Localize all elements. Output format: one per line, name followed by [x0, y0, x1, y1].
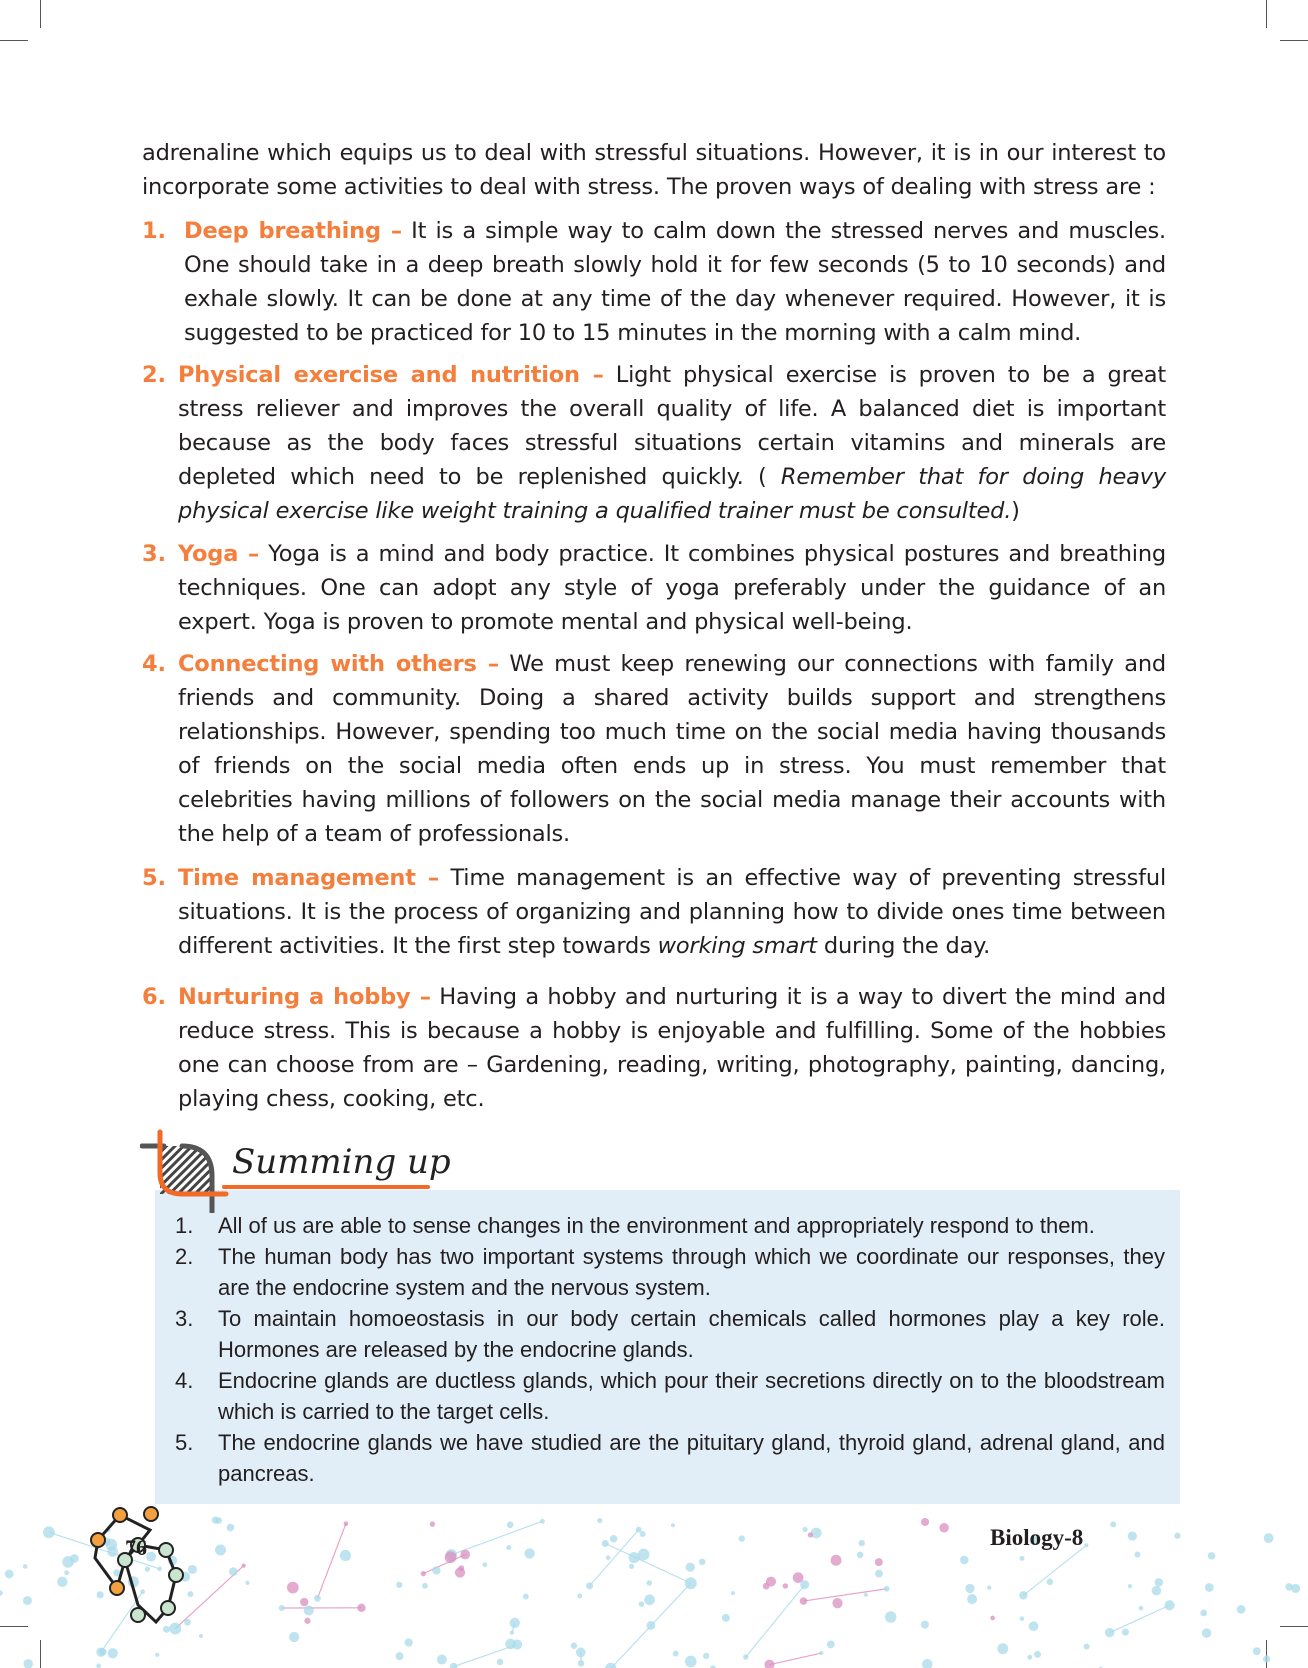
- molecule-atom: [1174, 1533, 1180, 1539]
- list-item: [142, 358, 1166, 528]
- molecule-atom: [0, 1590, 3, 1595]
- molecule-atom: [686, 1563, 695, 1572]
- molecule-atom: [155, 1653, 159, 1657]
- molecule-atom: [646, 1621, 655, 1630]
- page-number: 76: [125, 1535, 147, 1560]
- molecule-atom: [990, 1616, 995, 1621]
- molecule-atom: [831, 1555, 842, 1566]
- molecule-atom: [524, 1548, 534, 1558]
- crop-mark: [1280, 40, 1308, 41]
- molecule-atom: [23, 1596, 32, 1605]
- molecule-atom: [445, 1551, 457, 1563]
- molecule-atom: [108, 1648, 118, 1658]
- molecule-atom: [395, 1652, 403, 1660]
- molecule-atom: [885, 1611, 896, 1622]
- molecule-atom: [70, 1554, 79, 1563]
- molecule-atom: [671, 1523, 675, 1527]
- molecule-atom: [1205, 1583, 1214, 1592]
- molecule-atom: [606, 1555, 611, 1560]
- molecule-atom: [523, 1594, 529, 1600]
- molecule-atom: [722, 1614, 730, 1622]
- item-italic: Remember that for doing heavy physical exercise like weight training a qualified trainer must be consulted.: [178, 464, 1166, 524]
- item-text-after: during the day.: [816, 933, 991, 959]
- molecule-atom: [1122, 1629, 1129, 1636]
- crop-mark: [1266, 0, 1267, 28]
- molecule-atom: [864, 1593, 868, 1597]
- molecule-atom: [921, 1518, 929, 1526]
- summary-item: [175, 1365, 1165, 1427]
- molecule-atom: [43, 1526, 55, 1538]
- molecule-atom: [450, 1663, 458, 1668]
- molecule-atom: [404, 1638, 412, 1646]
- item-number: 1.: [142, 218, 166, 244]
- item-text: Light physical exercise is proven to be a great stress reliever and improves the overall quality of life. A balanced diet is important because as the body faces stressful situations certain vitamins and minerals are depleted which need to be replenished quickly. (: [178, 362, 1166, 490]
- title-underline: [222, 1185, 430, 1189]
- molecule-atom: [1237, 1605, 1246, 1614]
- molecule-atom: [763, 1583, 770, 1590]
- book-title: Biology-8: [990, 1525, 1084, 1550]
- molecule-atom: [242, 1564, 246, 1568]
- molecule-atom: [1110, 1521, 1116, 1527]
- hexagon-molecule-icon: [80, 1500, 240, 1630]
- molecule-atom: [1084, 1543, 1088, 1547]
- molecule-atom: [875, 1570, 883, 1578]
- molecule-atom: [577, 1594, 582, 1599]
- molecule-atom: [96, 1664, 101, 1668]
- molecule-atom: [997, 1643, 1008, 1654]
- summary-text: All of us are able to sense changes in the environment and appropriately respond to them.: [218, 1213, 1095, 1238]
- molecule-atom: [1128, 1531, 1137, 1540]
- molecule-atom: [1264, 1533, 1274, 1543]
- molecule-atom: [647, 1580, 653, 1586]
- molecule-atom: [540, 1519, 545, 1524]
- item-title: Yoga –: [178, 541, 260, 567]
- item-text: Having a hobby and nurturing it is a way to divert the mind and reduce stress. This is because a hobby is enjoyable and fulfilling. Some of the hobbies one can choose from are – Gardening, reading, writing, photography, painting, dancing, playing chess, cooking, etc.: [178, 984, 1166, 1112]
- molecule-atom: [289, 1632, 299, 1642]
- summary-text: Endocrine glands are ductless glands, which pour their secretions directly on to the bloodstream which is carried to the target cells.: [218, 1368, 1165, 1424]
- molecule-atom: [685, 1577, 697, 1589]
- molecule-atom: [1253, 1647, 1261, 1655]
- summary-number: 4.: [175, 1368, 194, 1393]
- molecule-atom: [506, 1545, 511, 1550]
- molecule-atom: [576, 1648, 586, 1658]
- item-title: Connecting with others –: [178, 651, 499, 677]
- molecule-atom: [1128, 1584, 1132, 1588]
- molecule-atom: [800, 1580, 809, 1589]
- molecule-bond: [746, 1585, 805, 1657]
- summary-number: 2.: [175, 1244, 194, 1269]
- summary-item: [175, 1210, 1165, 1241]
- molecule-atom: [1164, 1600, 1174, 1610]
- molecule-atom: [57, 1577, 67, 1587]
- molecule-atom: [922, 1659, 933, 1668]
- molecule-atom: [64, 1570, 69, 1575]
- item-text: It is a simple way to calm down the stressed nerves and muscles. One should take in a deep breath slowly hold it for few seconds (5 to 10 seconds) and exhale slowly. It can be done at any time of the day whenever required. However, it is suggested to be practiced for 10 to 15 minutes in the morning with a calm mind.: [184, 218, 1166, 346]
- molecule-atom: [300, 1598, 308, 1606]
- molecule-atom: [685, 1656, 697, 1668]
- summary-number: 3.: [175, 1306, 194, 1331]
- molecule-atom: [460, 1550, 470, 1560]
- molecule-atom: [739, 1535, 745, 1541]
- molecule-atom: [783, 1583, 788, 1588]
- item-italic: working smart: [657, 933, 817, 959]
- crop-mark: [40, 0, 41, 28]
- molecule-atom: [505, 1639, 515, 1649]
- molecule-atom: [602, 1540, 609, 1547]
- molecule-atom: [764, 1660, 774, 1668]
- molecule-atom: [965, 1584, 974, 1593]
- molecule-atom: [819, 1651, 823, 1655]
- item-number: 6.: [142, 984, 166, 1010]
- molecule-atom: [967, 1594, 977, 1604]
- molecule-atom: [1155, 1578, 1164, 1587]
- molecule-atom: [1105, 1628, 1114, 1637]
- molecule-atom: [497, 1659, 504, 1666]
- molecule-atom: [344, 1521, 349, 1526]
- molecule-atom: [357, 1604, 365, 1612]
- molecule-atom: [939, 1523, 949, 1533]
- molecule-atom: [314, 1595, 321, 1602]
- molecule-atom: [875, 1558, 883, 1566]
- list-item: [142, 980, 1166, 1116]
- summary-item: [175, 1241, 1165, 1303]
- molecule-atom: [279, 1605, 285, 1611]
- molecule-atom: [731, 1591, 735, 1595]
- molecule-atom: [1152, 1586, 1162, 1596]
- item-text: Yoga is a mind and body practice. It combines physical postures and breathing techniques. One can adopt any style of yoga preferably under the guidance of an expert. Yoga is proven to promote mental and physical well-being.: [178, 541, 1166, 635]
- molecule-atom: [884, 1586, 890, 1592]
- molecule-atom: [1034, 1651, 1041, 1658]
- molecule-atom: [1291, 1584, 1300, 1593]
- molecule-atom: [1084, 1643, 1090, 1649]
- molecule-atom: [1200, 1610, 1207, 1617]
- molecule-atom: [597, 1518, 602, 1523]
- molecule-atom: [510, 1618, 520, 1628]
- molecule-atom: [396, 1582, 402, 1588]
- molecule-atom: [1208, 1552, 1215, 1559]
- intro-paragraph: adrenaline which equips us to deal with stressful situations. However, it is in our interest to incorporate some activities to deal with stress. The proven ways of dealing with stress are :: [142, 140, 1166, 200]
- molecule-atom: [23, 1564, 28, 1569]
- molecule-atom: [610, 1535, 618, 1543]
- molecule-atom: [832, 1598, 842, 1608]
- item-number: 2.: [142, 362, 166, 388]
- molecule-atom: [1263, 1655, 1270, 1662]
- molecule-atom: [857, 1552, 864, 1559]
- item-number: 3.: [142, 541, 166, 567]
- molecule-atom: [827, 1641, 835, 1649]
- item-number: 4.: [142, 651, 166, 677]
- item-title: Nurturing a hobby –: [178, 984, 431, 1010]
- molecule-atom: [638, 1549, 650, 1561]
- molecule-atom: [304, 1618, 310, 1624]
- molecule-atom: [629, 1564, 634, 1569]
- molecule-bond: [769, 1653, 821, 1665]
- molecule-atom: [430, 1521, 435, 1526]
- molecule-atom: [808, 1532, 813, 1537]
- molecule-atom: [800, 1597, 808, 1605]
- molecule-atom: [421, 1571, 426, 1576]
- summing-up-icon: [140, 1128, 230, 1213]
- molecule-atom: [507, 1521, 514, 1528]
- molecule-atom: [422, 1583, 428, 1589]
- molecule-atom: [673, 1651, 679, 1657]
- molecule-atom: [245, 1581, 249, 1585]
- molecule-atom: [287, 1582, 299, 1594]
- summing-up-title: Summing up: [232, 1142, 451, 1182]
- molecule-atom: [743, 1654, 748, 1659]
- molecule-atom: [960, 1556, 969, 1565]
- molecule-atom: [1047, 1579, 1054, 1586]
- molecule-bond: [605, 1543, 691, 1583]
- molecule-atom: [1027, 1655, 1032, 1660]
- molecule-atom: [921, 1621, 929, 1629]
- molecule-bond: [317, 1524, 345, 1599]
- molecule-atom: [510, 1630, 514, 1634]
- molecule-bond: [1023, 1545, 1086, 1595]
- molecule-atom: [703, 1653, 709, 1659]
- molecule-atom: [458, 1565, 464, 1571]
- summary-number: 1.: [175, 1213, 194, 1238]
- molecule-atom: [644, 1595, 655, 1606]
- summary-item: [175, 1427, 1165, 1489]
- molecule-atom: [340, 1550, 351, 1561]
- item-text: We must keep renewing our connections with family and friends and community. Doing a shared activity builds support and strengthens relationships. However, spending too much time on the social media having thousands of friends on the social media often ends up in stress. You must remember that celebrities having millions of followers on the social media manage their accounts with the help of a team of professionals.: [178, 651, 1166, 847]
- molecule-atom: [699, 1559, 705, 1565]
- list-item: [142, 214, 1166, 350]
- molecule-atom: [811, 1528, 822, 1539]
- molecule-atom: [432, 1566, 440, 1574]
- molecule-atom: [578, 1660, 585, 1667]
- item-text-after: ): [1011, 498, 1020, 524]
- molecule-atom: [586, 1582, 593, 1589]
- molecule-atom: [96, 1648, 105, 1657]
- molecule-atom: [1020, 1616, 1025, 1621]
- summary-text: The endocrine glands we have studied are the pituitary gland, thyroid gland, adrenal gland, and pancreas.: [218, 1430, 1165, 1486]
- summary-text: The human body has two important systems through which we coordinate our responses, they are the endocrine system and the nervous system.: [218, 1244, 1165, 1300]
- molecule-atom: [1019, 1591, 1028, 1600]
- item-text: Time management is an effective way of preventing stressful situations. It is the process of organizing and planning how to divide ones time between different activities. It the first step towards: [178, 865, 1166, 959]
- item-title: Deep breathing –: [184, 218, 402, 244]
- item-number: 5.: [142, 865, 166, 891]
- molecule-atom: [802, 1527, 807, 1532]
- summary-text: To maintain homoeostasis in our body certain chemicals called hormones play a key role. Hormones are released by the endocrine glands.: [218, 1306, 1165, 1362]
- molecule-atom: [640, 1531, 646, 1537]
- molecule-atom: [304, 1605, 314, 1615]
- list-item: [142, 647, 1166, 851]
- item-title: Physical exercise and nutrition –: [178, 362, 604, 388]
- molecule-atom: [199, 1634, 203, 1638]
- molecule-atom: [1029, 1621, 1039, 1631]
- summary-item: [175, 1303, 1165, 1365]
- molecule-atom: [639, 1601, 645, 1607]
- molecule-bond: [803, 1589, 886, 1601]
- molecule-atom: [482, 1562, 487, 1567]
- molecule-atom: [571, 1643, 577, 1649]
- list-item: [142, 537, 1166, 639]
- crop-mark: [0, 40, 28, 41]
- molecule-atom: [1134, 1552, 1140, 1558]
- item-title: Time management –: [178, 865, 439, 891]
- molecule-atom: [1202, 1628, 1211, 1637]
- molecule-atom: [437, 1655, 447, 1665]
- molecule-atom: [23, 1659, 33, 1668]
- molecule-atom: [859, 1540, 865, 1546]
- molecule-atom: [5, 1570, 14, 1579]
- molecule-atom: [1019, 1556, 1024, 1561]
- summary-number: 5.: [175, 1430, 194, 1455]
- list-item: [142, 861, 1166, 963]
- molecule-atom: [987, 1586, 991, 1590]
- molecule-atom: [1139, 1606, 1144, 1611]
